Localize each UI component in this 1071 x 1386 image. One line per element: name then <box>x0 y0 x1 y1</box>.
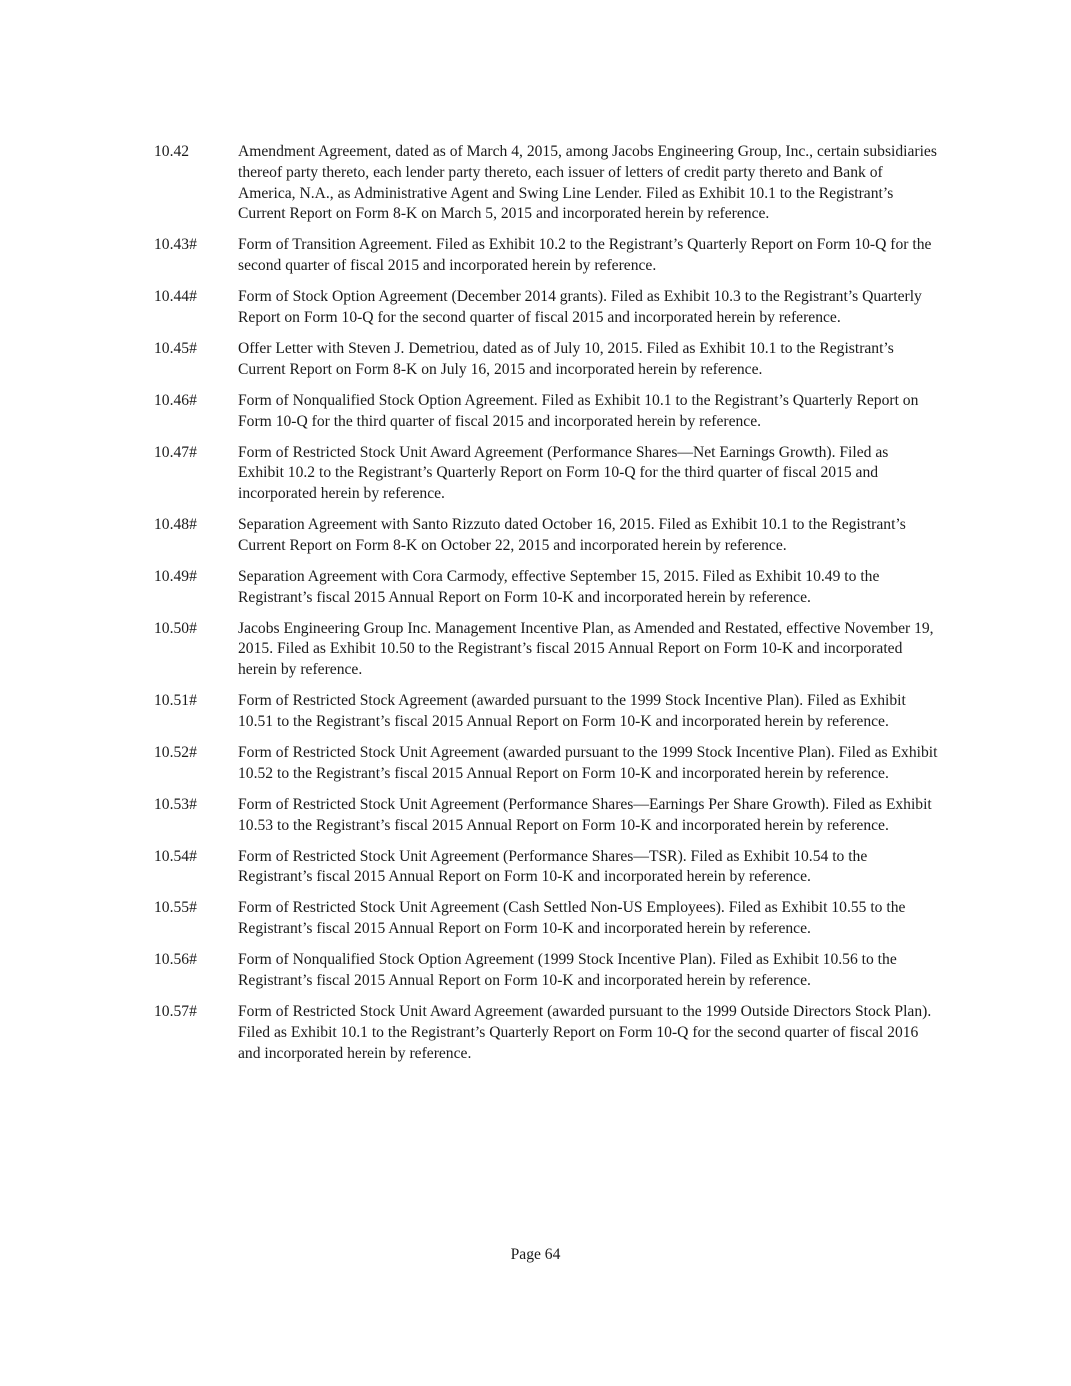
exhibit-row <box>154 287 944 329</box>
exhibit-row <box>154 950 944 992</box>
exhibit-row <box>154 391 944 433</box>
exhibit-description: Separation Agreement with Santo Rizzuto dated October 16, 2015. Filed as Exhibit 10.1 to the Registrant’s Current Report on Form 8-K on October 22, 2015 and incorporated herein by reference. <box>238 516 906 554</box>
page-number: Page 64 <box>510 1246 561 1263</box>
exhibit-number: 10.50# <box>154 619 197 637</box>
exhibit-number: 10.54# <box>154 847 197 865</box>
exhibit-description: Form of Restricted Stock Unit Agreement (Performance Shares—Earnings Per Share Growth). Filed as Exhibit 10.53 to the Registrant’s fiscal 2015 Annual Report on Form 10-K and incorporated herein by reference. <box>238 795 932 834</box>
exhibit-row <box>154 743 944 785</box>
exhibit-number: 10.48# <box>154 516 197 534</box>
exhibit-number: 10.52# <box>154 744 197 761</box>
exhibit-row <box>154 847 944 889</box>
exhibit-number: 10.44# <box>154 288 197 306</box>
exhibit-description: Form of Nonqualified Stock Option Agreement. Filed as Exhibit 10.1 to the Registrant’s Quarterly Report on Form 10-Q for the third quarter of fiscal 2015 and incorporated herein by reference. <box>238 391 919 430</box>
exhibit-description: Jacobs Engineering Group Inc. Management Incentive Plan, as Amended and Restated, effective November 19, 2015. Filed as Exhibit 10.50 to the Registrant’s fiscal 2015 Annual Report on Form 10-K and incorporated herein by reference. <box>238 619 934 679</box>
exhibit-number: 10.51# <box>154 692 197 710</box>
exhibit-number: 10.55# <box>154 899 197 917</box>
exhibit-row <box>154 1002 944 1064</box>
exhibit-description: Offer Letter with Steven J. Demetriou, dated as of July 10, 2015. Filed as Exhibit 10.1 to the Registrant’s Current Report on Form 8-K on July 16, 2015 and incorporated herein by reference. <box>238 339 894 378</box>
exhibit-number: 10.49# <box>154 567 197 585</box>
exhibit-row <box>154 142 944 225</box>
exhibit-description: Amendment Agreement, dated as of March 4, 2015, among Jacobs Engineering Group, Inc., certain subsidiaries thereof party thereto, each lender party thereto, each issuer of letters of credit party thereto and Bank of America, N.A., as Administrative Agent and Swing Line Lender. Filed as Exhibit 10.1 to the Registrant’s Current Report on Form 8-K on March 5, 2015 and incorporated herein by reference. <box>238 143 937 223</box>
exhibit-list <box>154 142 944 1074</box>
exhibit-description: Form of Restricted Stock Agreement (awarded pursuant to the 1999 Stock Incentive Plan). Filed as Exhibit 10.51 to the Registrant’s fiscal 2015 Annual Report on Form 10-K and incorporated herein by reference. <box>238 692 906 731</box>
exhibit-row <box>154 619 944 681</box>
exhibit-row <box>154 339 944 381</box>
exhibit-description: Form of Restricted Stock Unit Agreement (awarded pursuant to the 1999 Stock Incentive Plan). Filed as Exhibit 10.52 to the Registrant’s fiscal 2015 Annual Report on Form 10-K and incorporated herein by reference. <box>238 744 938 782</box>
exhibit-description: Form of Nonqualified Stock Option Agreement (1999 Stock Incentive Plan). Filed as Exhibit 10.56 to the Registrant’s fiscal 2015 Annual Report on Form 10-K and incorporated herein by reference. <box>238 951 897 989</box>
exhibit-number: 10.46# <box>154 391 197 409</box>
exhibit-row <box>154 235 944 277</box>
exhibit-number: 10.57# <box>154 1002 197 1020</box>
exhibit-description: Separation Agreement with Cora Carmody, effective September 15, 2015. Filed as Exhibit 10.49 to the Registrant’s fiscal 2015 Annual Report on Form 10-K and incorporated herein by reference. <box>238 567 880 606</box>
exhibit-row <box>154 515 944 557</box>
exhibit-row <box>154 898 944 940</box>
exhibit-row <box>154 795 944 837</box>
exhibit-number: 10.43# <box>154 236 197 254</box>
exhibit-description: Form of Restricted Stock Unit Award Agreement (Performance Shares—Net Earnings Growth). Filed as Exhibit 10.2 to the Registrant’s Quarterly Report on Form 10-Q for the third quarter of fiscal 2015 and incorporated herein by reference. <box>238 443 889 503</box>
exhibit-number: 10.45# <box>154 339 197 357</box>
exhibit-number: 10.42 <box>154 143 190 160</box>
exhibit-description: Form of Restricted Stock Unit Agreement (Performance Shares—TSR). Filed as Exhibit 10.54 to the Registrant’s fiscal 2015 Annual Report on Form 10-K and incorporated herein by reference. <box>238 847 868 886</box>
exhibit-row <box>154 567 944 609</box>
exhibit-number: 10.56# <box>154 951 197 969</box>
exhibit-row <box>154 691 944 733</box>
exhibit-description: Form of Stock Option Agreement (December 2014 grants). Filed as Exhibit 10.3 to the Registrant’s Quarterly Report on Form 10-Q for the second quarter of fiscal 2015 and incorporated herein by reference. <box>238 288 922 326</box>
exhibit-description: Form of Restricted Stock Unit Agreement (Cash Settled Non-US Employees). Filed as Exhibit 10.55 to the Registrant’s fiscal 2015 Annual Report on Form 10-K and incorporated herein by reference. <box>238 899 906 938</box>
exhibit-description: Form of Restricted Stock Unit Award Agreement (awarded pursuant to the 1999 Outside Directors Stock Plan). Filed as Exhibit 10.1 to the Registrant’s Quarterly Report on Form 10-Q for the second quarter of fiscal 2016 and incorporated herein by reference. <box>238 1002 932 1062</box>
exhibit-number: 10.53# <box>154 795 197 813</box>
exhibit-row <box>154 443 944 505</box>
exhibit-description: Form of Transition Agreement. Filed as Exhibit 10.2 to the Registrant’s Quarterly Report on Form 10-Q for the second quarter of fiscal 2015 and incorporated herein by reference. <box>238 236 932 275</box>
exhibit-number: 10.47# <box>154 443 197 461</box>
